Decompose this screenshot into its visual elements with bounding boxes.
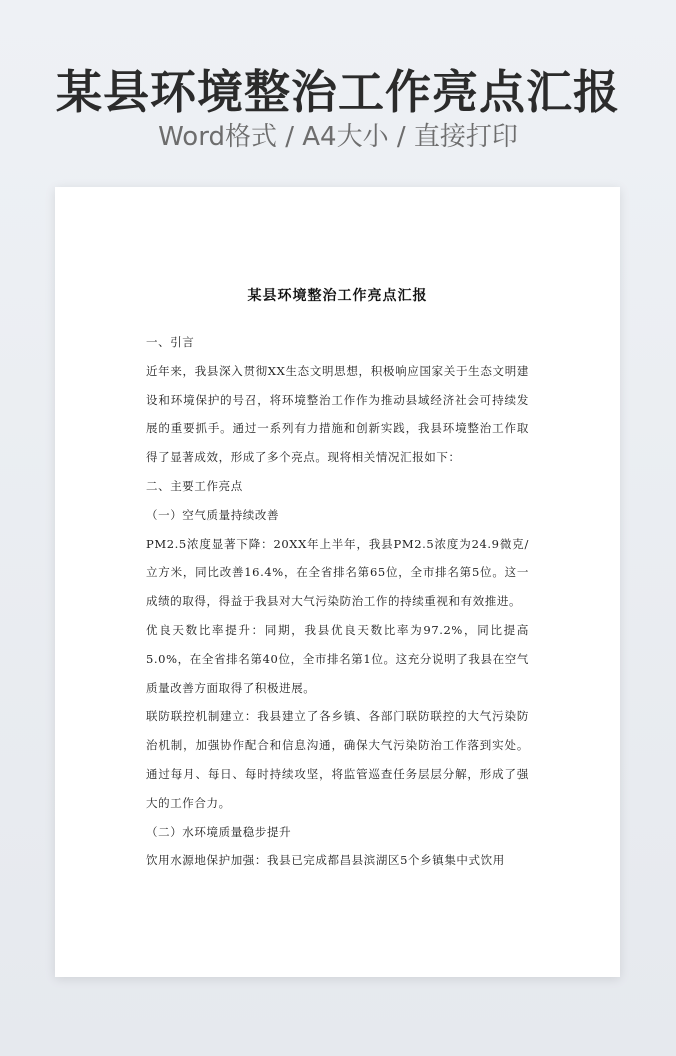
document-title: 某县环境整治工作亮点汇报 <box>247 288 428 304</box>
subsection-heading: （一）空气质量持续改善 <box>146 507 280 522</box>
paragraph: 联防联控机制建立：我县建立了各乡镇、各部门联防联控的大气污染防治机制，加强协作配合和信息沟通，确保大气污染防治工作落到实处。通过每月、每日、每时持续攻坚，将监管巡查任务层层分解，形成了强大的工作合力。 <box>146 709 529 810</box>
document-page <box>55 187 620 977</box>
section-heading: 一、引言 <box>146 335 195 349</box>
paragraph: 近年来，我县深入贯彻XX生态文明思想，积极响应国家关于生态文明建设和环境保护的号召，将环境整治工作作为推动县域经济社会可持续发展的重要抓手。通过一系列有力措施和创新实践，我县环境整治工作取得了显著成效，形成了多个亮点。现将相关情况汇报如下： <box>146 363 529 465</box>
paragraph: 优良天数比率提升：同期，我县优良天数比率为97.2%，同比提高5.0%，在全省排名第40位，全市排名第1位。这充分说明了我县在空气质量改善方面取得了积极进展。 <box>146 622 529 695</box>
document-body <box>146 328 529 875</box>
section-heading: 二、主要工作亮点 <box>146 478 243 493</box>
subsection-heading: （二）水环境质量稳步提升 <box>146 824 292 839</box>
banner-subtitle: Word格式 / A4大小 / 直接打印 <box>158 122 518 152</box>
banner-title: 某县环境整治工作亮点汇报 <box>56 65 620 119</box>
paragraph: 饮用水源地保护加强：我县已完成都昌县滨湖区5个乡镇集中式饮用 <box>146 853 505 868</box>
paragraph: PM2.5浓度显著下降：20XX年上半年，我县PM2.5浓度为24.9微克/立方米，同比改善16.4%，在全省排名第65位，全市排名第5位。这一成绩的取得，得益于我县对大气污染防治工作的持续重视和有效推进。 <box>146 536 529 609</box>
